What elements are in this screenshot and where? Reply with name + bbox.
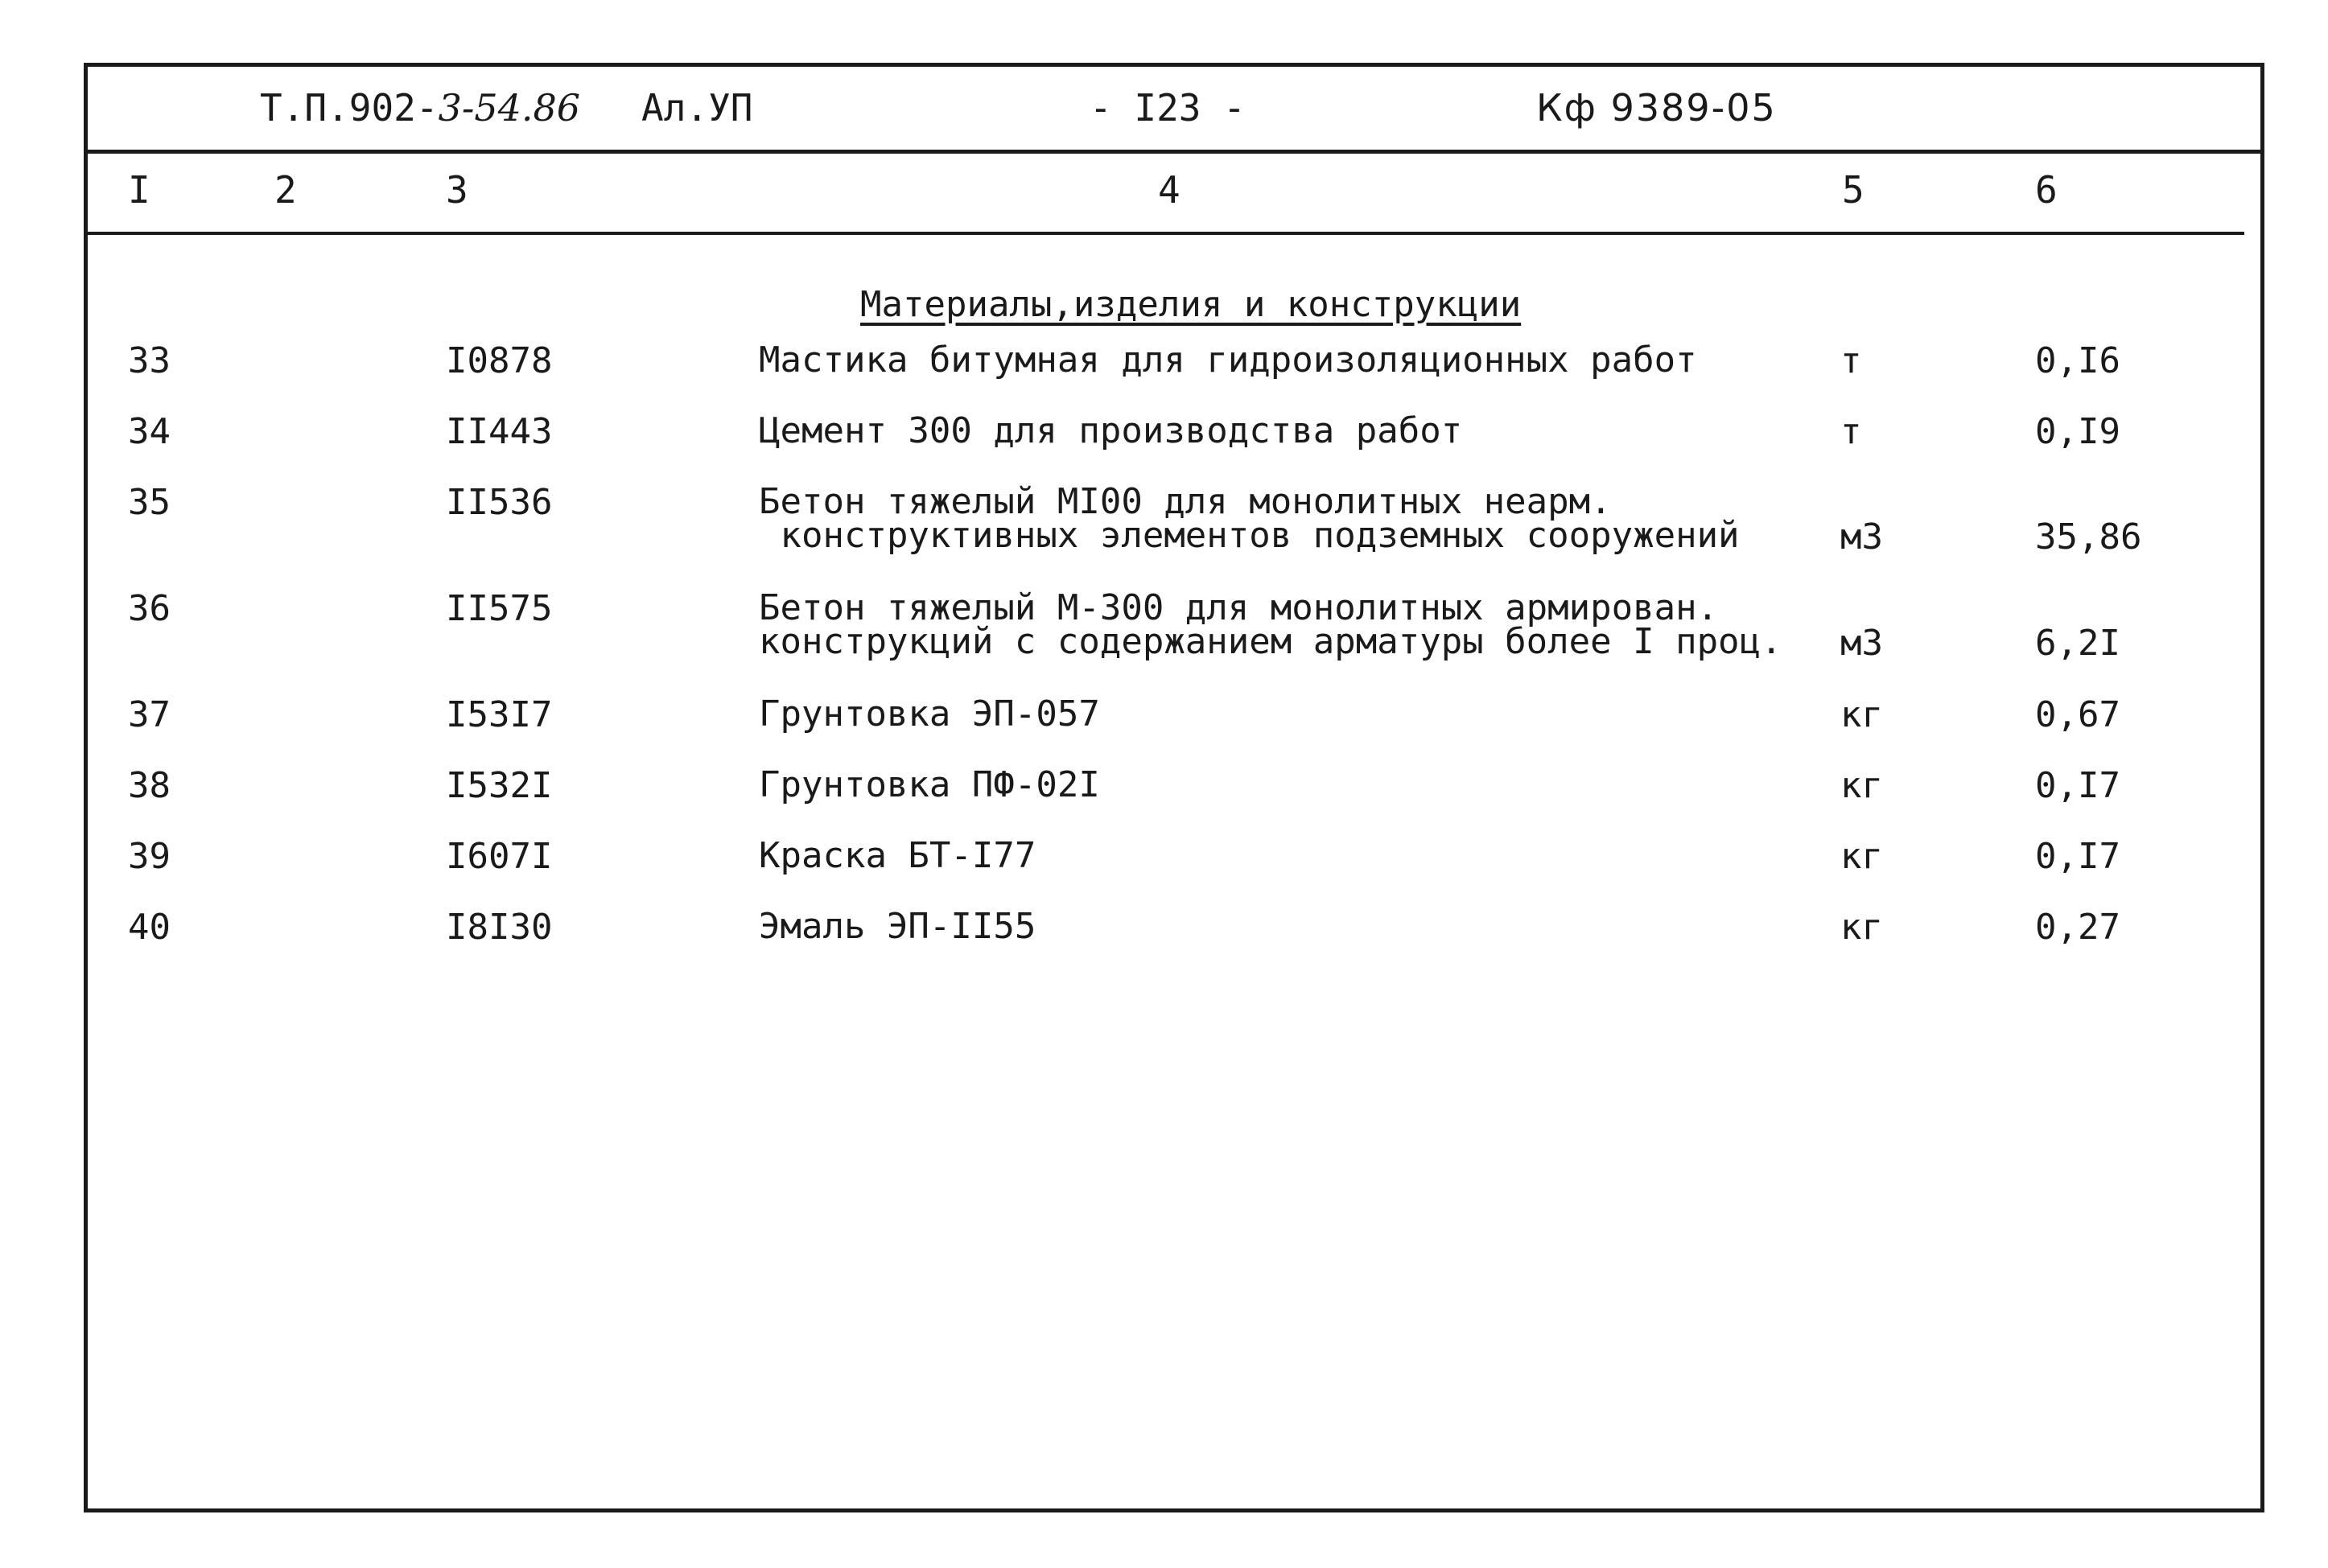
resource-description (759, 693, 1100, 735)
description-line: Грунтовка ПФ-02I (759, 764, 1100, 805)
description-line: Цемент 300 для производства работ (759, 410, 1463, 451)
column-header-3: 3 (446, 168, 468, 212)
row-number: 34 (128, 411, 171, 452)
resource-code: I8I30 (446, 907, 553, 948)
column-header-4: 4 (1158, 168, 1180, 212)
album-number: Ал.УП (641, 86, 753, 130)
header-divider (88, 232, 2244, 235)
unit: м3 (1840, 623, 1883, 664)
row-number: 33 (128, 340, 171, 381)
column-header-1: I (128, 168, 150, 212)
project-designation (260, 86, 580, 130)
quantity: 35,86 (2035, 516, 2142, 558)
unit: т (1840, 340, 1862, 381)
description-line: Бетон тяжелый М-300 для монолитных армирован. (759, 587, 1719, 628)
quantity: 6,2I (2035, 623, 2120, 664)
unit: кг (1840, 765, 1883, 806)
quantity: 0,I7 (2035, 836, 2120, 877)
document-sheet (84, 63, 2264, 1512)
unit: кг (1840, 907, 1883, 948)
row-number: 36 (128, 588, 171, 629)
description-line: Мастика битумная для гидроизоляционных работ (759, 340, 1697, 381)
description-line: конструктивных элементов подземных сооружений (759, 515, 1740, 556)
unit: м3 (1840, 516, 1883, 558)
resource-description (759, 410, 1463, 451)
row-number: 39 (128, 836, 171, 877)
quantity: 0,67 (2035, 694, 2120, 735)
row-number: 37 (128, 694, 171, 735)
page-number: - I23 - (1090, 86, 1246, 130)
description-line: Грунтовка ЭП-057 (759, 693, 1100, 735)
resource-code: I607I (446, 836, 553, 877)
description-line: Эмаль ЭП-II55 (759, 906, 1036, 947)
designation-prefix: Т.П.902- (260, 86, 439, 130)
resource-description (759, 835, 1036, 876)
description-line: Краска БТ-I77 (759, 835, 1036, 876)
row-number: 38 (128, 765, 171, 806)
resource-code: II536 (446, 482, 553, 523)
column-header-2: 2 (274, 168, 297, 212)
quantity: 0,27 (2035, 907, 2120, 948)
column-header-5: 5 (1842, 168, 1864, 212)
quantity: 0,I7 (2035, 765, 2120, 806)
resource-description (759, 481, 1740, 556)
resource-description (759, 587, 1782, 662)
designation-handwritten: 3-54.86 (438, 86, 581, 130)
description-line: конструкций с содержанием арматуры более I проц. (759, 621, 1782, 662)
title-block (88, 67, 2260, 154)
resource-description (759, 906, 1036, 947)
document-code: Кф 9389-05 (1536, 86, 1777, 130)
resource-code: I53I7 (446, 694, 553, 735)
resource-description (759, 340, 1697, 381)
resource-code: II443 (446, 411, 553, 452)
row-number: 40 (128, 907, 171, 948)
unit: т (1840, 411, 1862, 452)
quantity: 0,I6 (2035, 340, 2120, 381)
section-title: Материалы,изделия и конструкции (860, 284, 1522, 325)
column-header-6: 6 (2035, 168, 2058, 212)
resource-description (759, 764, 1100, 805)
quantity: 0,I9 (2035, 411, 2120, 452)
resource-code: II575 (446, 588, 553, 629)
resource-code: I532I (446, 765, 553, 806)
unit: кг (1840, 836, 1883, 877)
unit: кг (1840, 694, 1883, 735)
description-line: Бетон тяжелый MI00 для монолитных неарм. (759, 481, 1612, 522)
resource-code: I0878 (446, 340, 553, 381)
row-number: 35 (128, 482, 171, 523)
